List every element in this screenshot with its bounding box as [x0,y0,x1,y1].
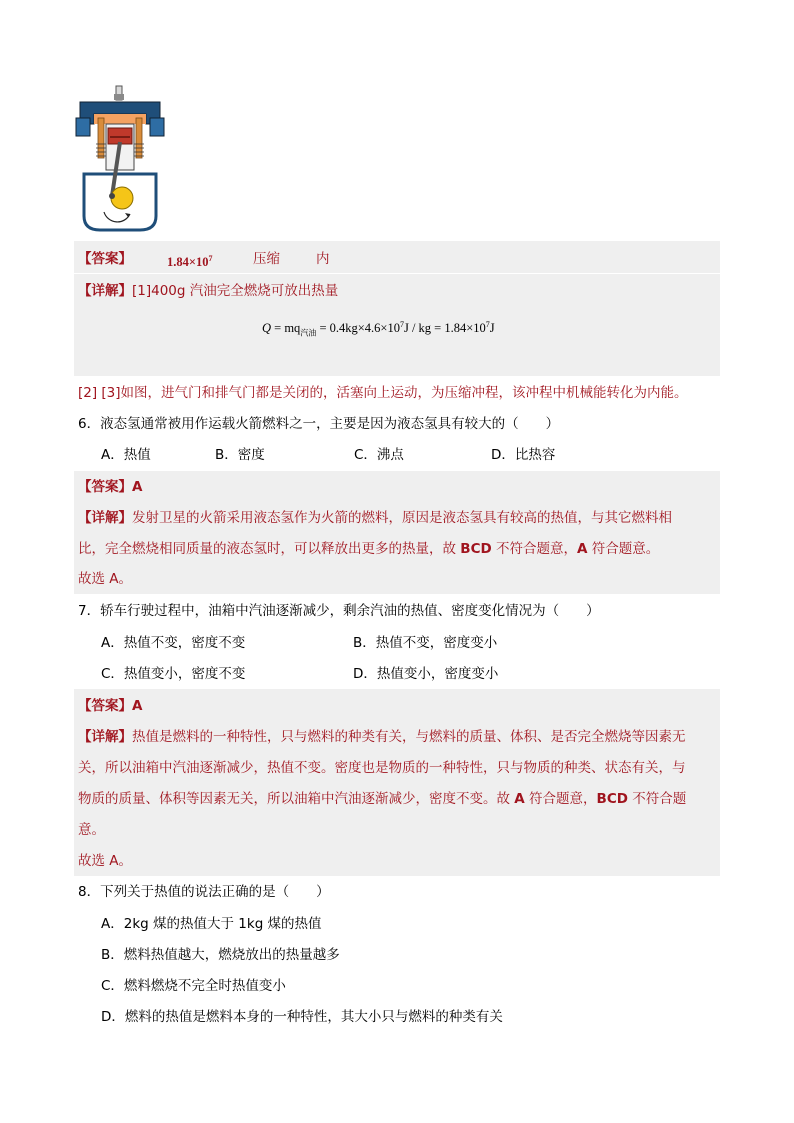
q7-option-c: C．热值变小，密度不变 [101,666,246,682]
q5-answer-value3: 内 [316,251,330,267]
q5-answer-value2: 压缩 [253,251,280,267]
q7-detail-line4: 意。 [78,822,105,838]
q7-detail-line3: 物质的质量、体积等因素无关，所以油箱中汽油逐渐减少，密度不变。故 A 符合题意，BCD 不符合题 [78,791,687,807]
q6-option-a: A．热值 [101,447,151,463]
q8-option-b: B．燃料热值越大，燃烧放出的热量越多 [101,947,340,963]
answer-tag: 【答案】 [78,479,132,495]
q7-option-d: D．热值变小，密度变小 [353,666,499,682]
detail-tag: 【详解】 [78,729,132,745]
detail-tag: 【详解】 [78,283,132,299]
q7-stem: 7．轿车行驶过程中，油箱中汽油逐渐减少，剩余汽油的热值、密度变化情况为（ ） [78,603,600,619]
q8-option-c: C．燃料燃烧不完全时热值变小 [101,978,286,994]
q6-answer-row: 【答案】A [78,479,143,495]
q7-answer-row: 【答案】A [78,698,143,714]
q8-option-d: D．燃料的热值是燃料本身的一种特性，其大小只与燃料的种类有关 [101,1009,503,1025]
q7-option-a: A．热值不变，密度不变 [101,635,246,651]
q7-solution-block [74,689,720,876]
q6-stem: 6．液态氢通常被用作运载火箭燃料之一，主要是因为液态氢具有较大的（ ） [78,416,560,432]
q6-option-d: D．比热容 [491,447,556,463]
q6-conclusion: 故选 A。 [78,571,133,587]
answer-tag: 【答案】 [78,698,132,714]
q5-answer-value1: $1.84\times 10^7$ [167,254,213,270]
q5-formula: $Q = mq_{汽油} = 0.4kg\times 4.6\times 10^7J$ / kg = $1.84\times 10^7J$ [262,320,495,338]
detail-tag: 【详解】 [78,510,132,526]
q6-option-b: B．密度 [215,447,265,463]
q6-solution-block [74,471,720,594]
q7-detail-line1: 【详解】热值是燃料的一种特性，只与燃料的种类有关，与燃料的质量、体积、是否完全燃烧等因素无 [78,729,686,745]
q7-detail-line2: 关，所以油箱中汽油逐渐减少，热值不变。密度也是物质的一种特性，只与物质的种类、状态有关，与 [78,760,686,776]
q6-detail-line2: 比，完全燃烧相同质量的液态氢时，可以释放出更多的热量，故 BCD 不符合题意，A 符合题意。 [78,541,660,557]
q7-conclusion: 故选 A。 [78,853,133,869]
answer-tag: 【答案】 [78,251,132,267]
engine-diagram [74,84,166,234]
q5-answer-row [78,249,132,269]
q5-detail-row: 【详解】[1]400g 汽油完全燃烧可放出热量 [78,283,339,299]
q6-option-c: C．沸点 [354,447,404,463]
q5-detail-line2: [2] [3]如图，进气门和排气门都是关闭的，活塞向上运动，为压缩冲程，该冲程中机械能转化为内能。 [78,385,688,401]
q8-stem: 8．下列关于热值的说法正确的是（ ） [78,884,330,900]
q8-option-a: A．2kg 煤的热值大于 1kg 煤的热值 [101,916,322,932]
q6-detail-line1: 【详解】发射卫星的火箭采用液态氢作为火箭的燃料，原因是液态氢具有较高的热值，与其它燃料相 [78,510,672,526]
q7-option-b: B．热值不变，密度变小 [353,635,498,651]
